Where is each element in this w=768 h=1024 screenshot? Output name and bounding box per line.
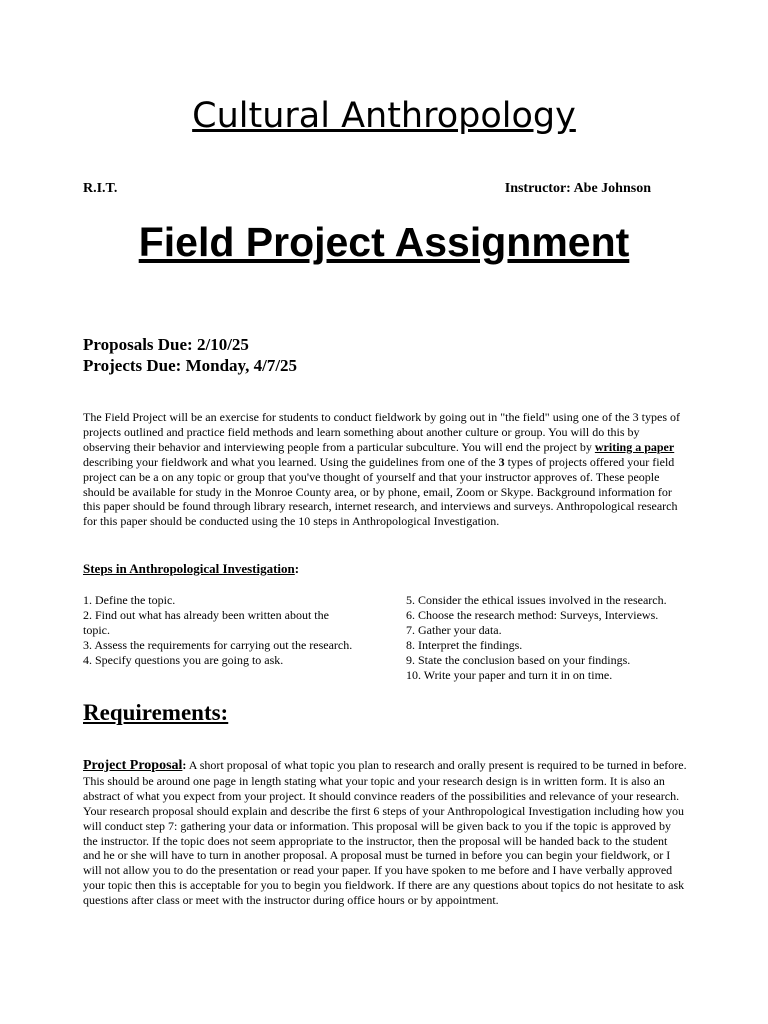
intro-emphasis: writing a paper <box>594 439 675 454</box>
list-item: 5. Consider the ethical issues involved in the research. <box>406 593 667 607</box>
intro-part-2: describing your fieldwork and what you learned. Using the guidelines from one of the <box>83 454 499 469</box>
list-item: 3. Assess the requirements for carrying out the research. <box>83 637 353 652</box>
assignment-title: Field Project Assignment <box>138 219 630 265</box>
steps-heading-text: Steps in Anthropological Investigation <box>83 561 295 576</box>
steps-list-right <box>406 593 706 682</box>
list-item: 4. Specify questions you are going to ask. <box>83 652 284 667</box>
list-item: 10. Write your paper and turn it in on time. <box>406 667 613 682</box>
proposal-paragraph <box>83 758 687 908</box>
steps-heading-colon: : <box>294 561 300 576</box>
list-item: 9. State the conclusion based on your findings. <box>406 652 631 667</box>
list-item: 7. Gather your data. <box>406 622 502 637</box>
requirements-heading: Requirements: <box>83 700 229 725</box>
intro-number: 3 <box>498 454 505 469</box>
proposals-due: Proposals Due: 2/10/25 <box>83 335 249 354</box>
proposal-label: Project Proposal <box>83 758 183 773</box>
instructor-name: Instructor: Abe Johnson <box>504 181 651 196</box>
intro-part-3: types of projects offered your field project can be a on any topic or group that you've thought of yourself and that your instructor approves of. These people should be available for study in the Monroe County area, or by phone, email, Zoom or Skype. Background information for this paper should be found through library research, internet research, and interviews and surveys. Anthropological research for this paper should be conducted using the 10 steps in Anthropological Investigation. <box>83 454 678 529</box>
intro-part-1: The Field Project will be an exercise for students to conduct fieldwork by going out in "the field" using one of the 3 types of projects outlined and practice field methods and learn something about another culture or group. You will do this by observing their behavior and interviewing people from a particular subculture. You will end the project by <box>83 410 680 454</box>
intro-paragraph <box>83 410 683 529</box>
list-item: 1. Define the topic. <box>83 593 176 607</box>
proposal-colon: : <box>182 758 187 772</box>
list-item: 2. Find out what has already been written about the topic. <box>83 607 329 637</box>
steps-heading <box>83 561 299 577</box>
due-dates <box>83 334 297 376</box>
list-item: 6. Choose the research method: Surveys, Interviews. <box>406 607 659 622</box>
school-name: R.I.T. <box>83 181 118 196</box>
proposal-text: A short proposal of what topic you plan to research and orally present is required to be turned in before. This should be around one page in length stating what your topic and your research design is in written form. It is also an abstract of what you expect from your project. It should convince readers of the possibilities and relevance of your research. Your research proposal should explain and describe the first 6 steps of your Anthropological Investigation including how you will conduct step 7: gathering your data or information. This proposal will be given back to you if the topic is approved by the instructor. If the topic does not seem appropriate to the instructor, then the proposal will be handed back to the student and he or she will have to turn in another proposal. A proposal must be turned in before you can begin your fieldwork, or I will not allow you to do the presentation or read your paper. If you have spoken to me before and I have verbally approved your topic then this is acceptable for you to begin you fieldwork. If there are any questions about topics do not hesitate to ask questions after class or meet with the instructor during office hours or by appointment. <box>83 758 687 908</box>
projects-due: Projects Due: Monday, 4/7/25 <box>83 356 298 375</box>
list-item: 8. Interpret the findings. <box>406 637 523 652</box>
document-title: Cultural Anthropology <box>192 96 576 136</box>
steps-list-left <box>83 593 353 668</box>
